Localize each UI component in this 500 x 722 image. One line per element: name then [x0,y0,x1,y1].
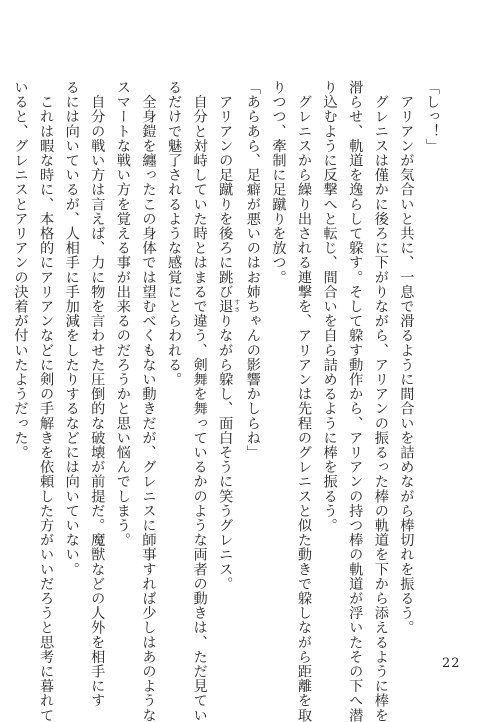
ruby-base: 退 [217,299,234,314]
text-line-9-after-ruby: りながら躱し、面白そうに笑うグレニス。 [217,313,234,592]
text-line-4: 滑らせ、軌道を逸らして躱す。そして躱す動作から、アリアンの持つ棒の軌道が浮いたその下へ潜 [347,80,364,722]
text-line-1: 「しっ！」 [424,80,440,153]
text-line-15: るには向いているが、人相手に手加減をしたりするなどには向いていない。 [63,80,80,577]
text-line-3: グレニスは僅かに後ろに下がりながら、アリアンの振るった棒の軌道を下から添えるように棒を [372,80,389,722]
text-line-7: りつつ、牽制に足蹴りを放つ。 [270,80,287,285]
text-line-10: 自分と対峙していた時とはまるで違う、剣舞を舞っているかのような両者の動きは、ただ見てい [191,80,208,722]
text-line-13: スマートな戦い方を覚える事が出来るのだろうかと思い悩んでしまう。 [114,80,131,548]
text-line-17: いると、グレニスとアリアンの決着が付いたようだった。 [12,80,29,460]
furigana-ruby [217,299,240,314]
text-line-8: 「あらあら、足癖が悪いのはお姉ちゃんの影響かしらね」 [244,80,261,460]
text-line-14: 自分の戦い方は言えば、力に物を言わせた圧倒的な破壊が前提だ。魔獣などの人外を相手にす [89,80,106,708]
text-line-9-before-ruby: アリアンの足蹴りを後ろに跳び [217,80,234,299]
text-line-16: これは暇な時に、本格的にアリアンなどに剣の手解きを依頼した方がいいだろうと思考に暮れて [38,80,55,722]
text-line-12: 全身鎧を纏ったこの身体では望むべくもない動きだが、グレニスに師事すれば少しはあのような [140,80,157,722]
text-line-2: アリアンが気合いと共に、一息で滑るように間合いを詰めながら棒切れを振るう。 [398,80,415,635]
text-line-5: り込むように反撃へと転じ、間合いを自ら詰めるように棒を振るう。 [321,80,338,533]
text-line-9 [212,80,240,640]
text-line-11: るだけで魅了されるような感覚にとらわれる。 [166,80,183,387]
text-line-6: グレニスから繰り出される連撃を、アリアンは先程のグレニスと似た動きで躱しながら距離を取 [296,80,313,722]
ruby-reading: すさ [232,299,240,314]
page-number: 22 [442,656,461,671]
vertical-text-body [12,80,444,722]
